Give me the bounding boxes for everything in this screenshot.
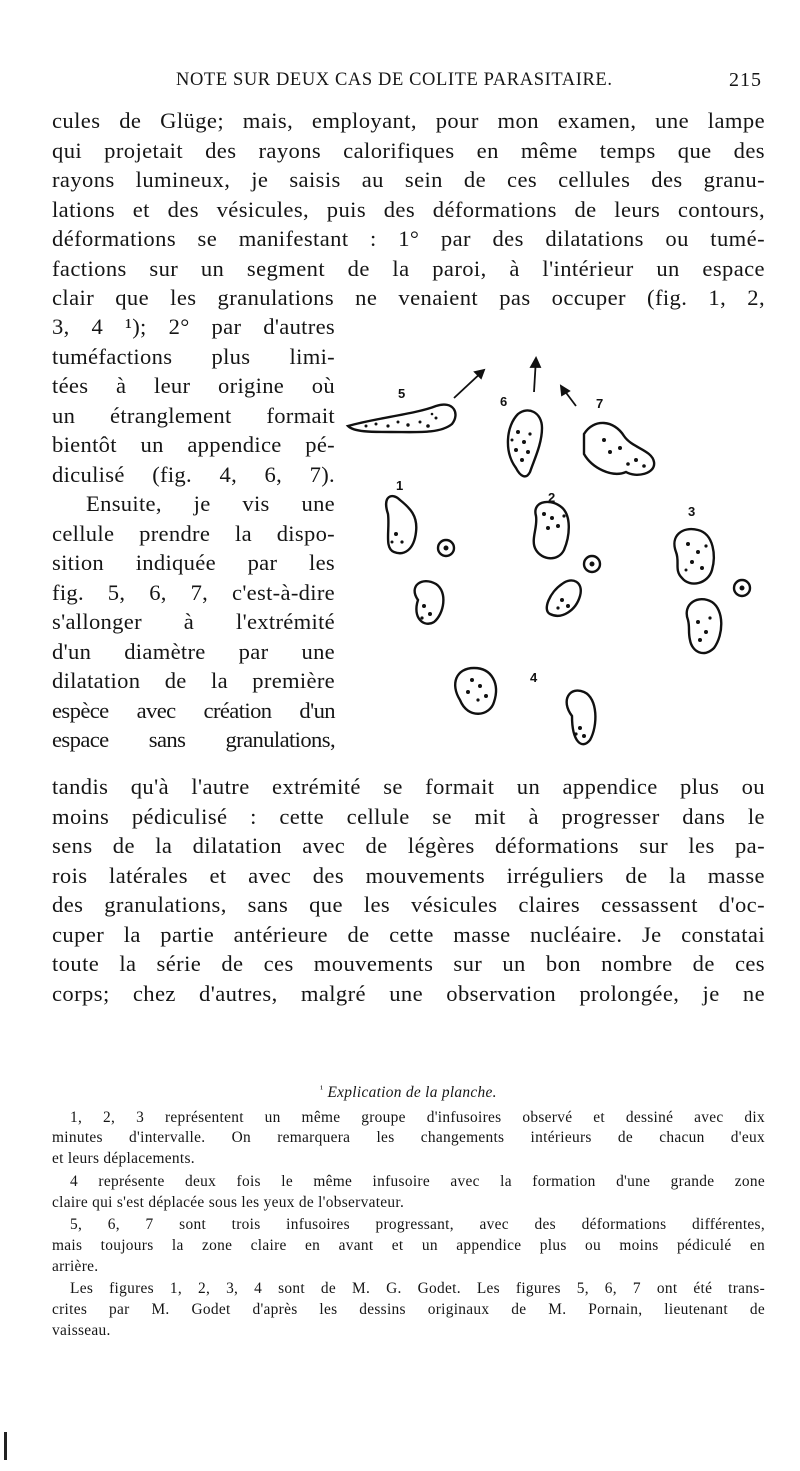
- text-line: tées à leur origine où: [52, 373, 335, 398]
- infusoria-illustration: [336, 356, 756, 776]
- text-line: rayons lumineux, je saisis au sein de ces cellules des granu-: [52, 167, 765, 192]
- figure-1-cell: [386, 496, 416, 553]
- text-line: cuper la partie antérieure de cette masse nucléaire. Je constatai: [52, 921, 765, 947]
- text-line: 4 représente deux fois le même infusoire avec la formation d'une grande zone: [70, 1172, 765, 1190]
- figure-label: 2: [548, 490, 556, 505]
- text-line: qui projetait des rayons calorifiques en même temps que des: [52, 137, 765, 163]
- running-title: NOTE SUR DEUX CAS DE COLITE PARASITAIRE.: [176, 70, 613, 90]
- footnote-paragraph: [52, 1215, 765, 1277]
- text-line: lations et des vésicules, puis des déformations de leurs contours,: [52, 196, 765, 222]
- text-line: Ensuite, je vis une: [86, 491, 335, 516]
- figure-1-second-cell: [415, 581, 444, 624]
- figure-plate: [336, 356, 756, 776]
- text-line: d'un diamètre par une: [52, 638, 335, 664]
- footnote-marker: ¹: [320, 1084, 324, 1095]
- text-line: corps; chez d'autres, malgré une observation prolongée, je ne: [52, 980, 765, 1006]
- text-line: sens de la dilatation avec de légères déformations sur les pa-: [52, 833, 765, 858]
- text-line: moins pédiculisé : cette cellule se mit à progresser dans le: [52, 803, 765, 829]
- figure-3-cell: [674, 529, 713, 583]
- figure-label: 7: [596, 396, 604, 411]
- text-line: des granulations, sans que les vésicules claires cessassent d'oc-: [52, 892, 765, 917]
- figure-7-cell: [584, 423, 654, 475]
- figure-4-cell: [455, 668, 496, 714]
- text-line: cules de Glüge; mais, employant, pour mon examen, une lampe: [52, 108, 765, 133]
- text-line: un étranglement formait: [52, 402, 335, 428]
- footnote-paragraph: [52, 1279, 765, 1341]
- scan-margin-mark: [4, 1432, 7, 1460]
- footnote-paragraph: [52, 1172, 765, 1213]
- text-line: claire qui s'est déplacée sous les yeux de l'observateur.: [52, 1193, 405, 1211]
- text-line: dilatation de la première: [52, 668, 335, 693]
- figure-4-second-cell: [567, 691, 596, 745]
- text-line: s'allonger à l'extrémité: [52, 609, 335, 634]
- text-line: minutes d'intervalle. On remarquera les changements intérieurs de chacun d'eux: [52, 1129, 765, 1147]
- text-line: mais toujours la zone claire en avant et un appendice plus ou moins pédiculé en: [52, 1236, 765, 1254]
- text-line: cellule prendre la dispo-: [52, 520, 335, 546]
- text-line: fig. 5, 6, 7, c'est-à-dire: [52, 579, 335, 605]
- text-line: toute la série de ces mouvements sur un bon nombre de ces: [52, 951, 765, 976]
- footnote-title: [52, 1080, 765, 1104]
- figure-label: 5: [398, 386, 406, 401]
- arrow-icon: [454, 358, 576, 406]
- footnote-paragraph: [52, 1108, 765, 1170]
- footnote-title-text: Explication de la planche.: [327, 1084, 497, 1101]
- figure-6-cell: [508, 410, 542, 476]
- text-line: factions sur un segment de la paroi, à l'intérieur un espace: [52, 255, 765, 281]
- text-line: arrière.: [52, 1257, 99, 1275]
- figure-label: 1: [396, 478, 404, 493]
- text-line: espace sans granulations,: [52, 727, 335, 752]
- text-line: déformations se manifestant : 1° par des dilatations ou tumé-: [52, 226, 765, 251]
- text-line: rois latérales et avec des mouvements irréguliers de la masse: [52, 862, 765, 888]
- figure-2-cell: [534, 502, 569, 558]
- text-line: et leurs déplacements.: [52, 1150, 195, 1168]
- text-line: 3, 4 ¹); 2° par d'autres: [52, 314, 335, 339]
- text-line: vaisseau.: [52, 1321, 111, 1339]
- figure-label: 3: [688, 504, 696, 519]
- figure-5-cell: [348, 405, 455, 433]
- text-line: sition indiquée par les: [52, 550, 335, 575]
- text-line: bientôt un appendice pé-: [52, 432, 335, 457]
- text-line: crites par M. Godet d'après les dessins originaux de M. Pornain, lieutenant de: [52, 1301, 765, 1319]
- figure-label: 4: [530, 670, 538, 685]
- text-line: Les figures 1, 2, 3, 4 sont de M. G. Godet. Les figures 5, 6, 7 ont été trans-: [70, 1280, 765, 1298]
- figure-2-second-cell: [547, 580, 581, 615]
- page-number: 215: [729, 69, 762, 91]
- text-line: diculisé (fig. 4, 6, 7).: [52, 461, 335, 487]
- text-line: clair que les granulations ne venaient pas occuper (fig. 1, 2,: [52, 285, 765, 310]
- body-paragraph-bottom: [52, 772, 765, 1008]
- text-line: tandis qu'à l'autre extrémité se formait un appendice plus ou: [52, 774, 765, 799]
- body-paragraph-wrapped: [52, 312, 335, 755]
- body-paragraph-top: [52, 106, 765, 313]
- figure-3-second-cell: [687, 599, 722, 653]
- text-line: 5, 6, 7 sont trois infusoires progressant, avec des déformations différentes,: [70, 1216, 765, 1234]
- text-line: tuméfactions plus limi-: [52, 343, 335, 369]
- figure-label: 6: [500, 394, 508, 409]
- text-line: 1, 2, 3 représentent un même groupe d'infusoires observé et dessiné avec dix: [70, 1108, 765, 1126]
- text-line: espèce avec création d'un: [52, 697, 335, 723]
- footnote: [52, 1080, 765, 1343]
